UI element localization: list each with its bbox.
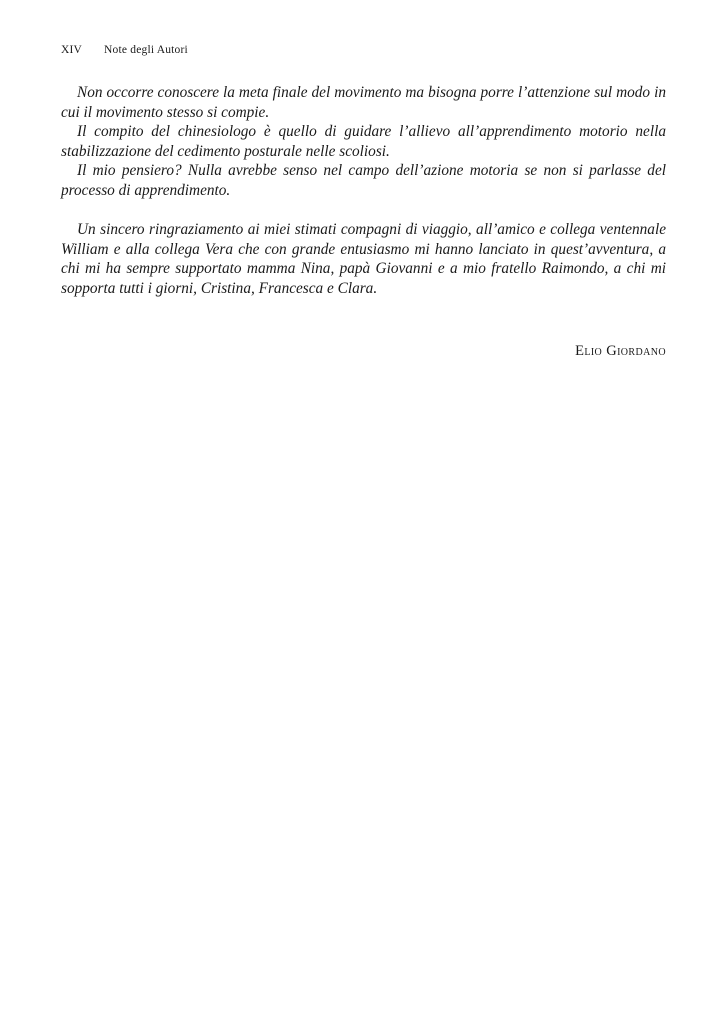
- author-signature: Elio Giordano: [575, 343, 666, 359]
- page-number: XIV: [61, 44, 83, 56]
- paragraph-ringraziamento: Un sincero ringraziamento ai miei stimati compagni di viaggio, all’amico e collega ventennale William e alla collega Vera che con grande entusiasmo mi hanno lanciato in quest’avventura, a chi mi ha sempre supportato mamma Nina, papà Giovanni e a mio fratello Raimondo, a chi mi sopporta tutti i giorni, Cristina, Francesca e Clara.: [61, 221, 666, 297]
- running-header: [61, 44, 188, 56]
- paragraph-compito-chinesiologo: Il compito del chinesiologo è quello di guidare l’allievo all’apprendimento motorio nella stabilizzazione del cedimento posturale nelle scoliosi.: [61, 123, 666, 160]
- paragraph-mio-pensiero: Il mio pensiero? Nulla avrebbe senso nel campo dell’azione motoria se non si parlasse del processo di apprendimento.: [61, 162, 666, 199]
- body-text: [61, 83, 666, 299]
- paragraph-meta-finale: Non occorre conoscere la meta finale del movimento ma bisogna porre l’attenzione sul modo in cui il movimento stesso si compie.: [61, 84, 666, 121]
- running-title: Note degli Autori: [104, 44, 188, 56]
